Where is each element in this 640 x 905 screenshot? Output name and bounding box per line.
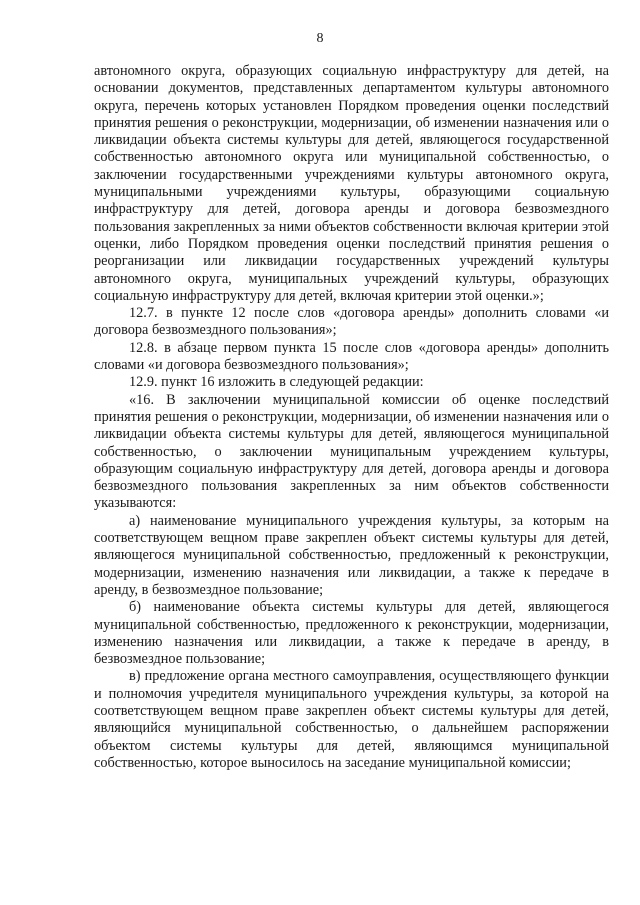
paragraph-subitem-b: б) наименование объекта системы культуры для детей, являющегося муниципальной собственностью, предложенного к реконструкции, модернизации, изменению назначения или ликвидации, а также к передаче в аренду, в безвозмездное пользование;	[94, 599, 609, 668]
paragraph-12-8: 12.8. в абзаце первом пункта 15 после слов «договора аренды» дополнить словами «и договора безвозмездного пользования»;	[94, 339, 609, 374]
paragraph-12-9: 12.9. пункт 16 изложить в следующей редакции:	[129, 374, 424, 391]
paragraph-subitem-a: а) наименование муниципального учреждения культуры, за которым на соответствующем вещном праве закреплен объект системы культуры для детей, являющегося муниципальной собственностью, предложенный к реконструкции, модернизации, изменению назначения или ликвидации, а также к передаче в аренду, в безвозмездное пользование;	[94, 512, 609, 598]
paragraph-item-16: «16. В заключении муниципальной комиссии об оценке последствий принятия решения о реконструкции, модернизации, об изменении назначения или о ликвидации объекта системы культуры для детей, являющегося муниципальной собственностью, о заключении муниципальным учреждением культуры, образующим социальную инфраструктуру для детей, договора аренды и договора безвозмездного пользования закрепленных за ним объектов собственности указываются:	[94, 391, 609, 512]
paragraph-12-7: 12.7. в пункте 12 после слов «договора аренды» дополнить словами «и договора безвозмездного пользования»;	[94, 305, 609, 339]
document-body	[94, 63, 609, 772]
paragraph-subitem-v: в) предложение органа местного самоуправления, осуществляющего функции и полномочия учредителя муниципального учреждения культуры, за которой на соответствующем вещном праве закреплен объект системы культуры для детей, являющийся муниципальной собственностью, о дальнейшем распоряжении объектом системы культуры для детей, являющимся муниципальной собственностью, которое выносилось на заседание муниципальной комиссии;	[94, 668, 609, 771]
page-number: 8	[316, 31, 324, 46]
paragraph-continuation: автономного округа, образующих социальную инфраструктуру для детей, на основании документов, представленных департаментом культуры автономного округа, перечень которых установлен Порядком проведения оценки последствий принятия решения о реконструкции, модернизации, об изменении назначения или о ликвидации объекта системы культуры для детей, являющегося государственной собственностью автономного округа или муниципальной собственностью, о заключении государственными учреждениями культуры автономного округа, муниципальными учреждениями культуры, образующими социальную инфраструктуру для детей, договора аренды и договора безвозмездного пользования закрепленных за ними объектов собственности включая критерии этой оценки, либо Порядком проведения оценки последствий принятия решения о реорганизации или ликвидации государственных учреждений культуры автономного округа, муниципальных учреждений культуры, образующих социальную инфраструктуру для детей, включая критерии этой оценки.»;	[94, 63, 609, 304]
